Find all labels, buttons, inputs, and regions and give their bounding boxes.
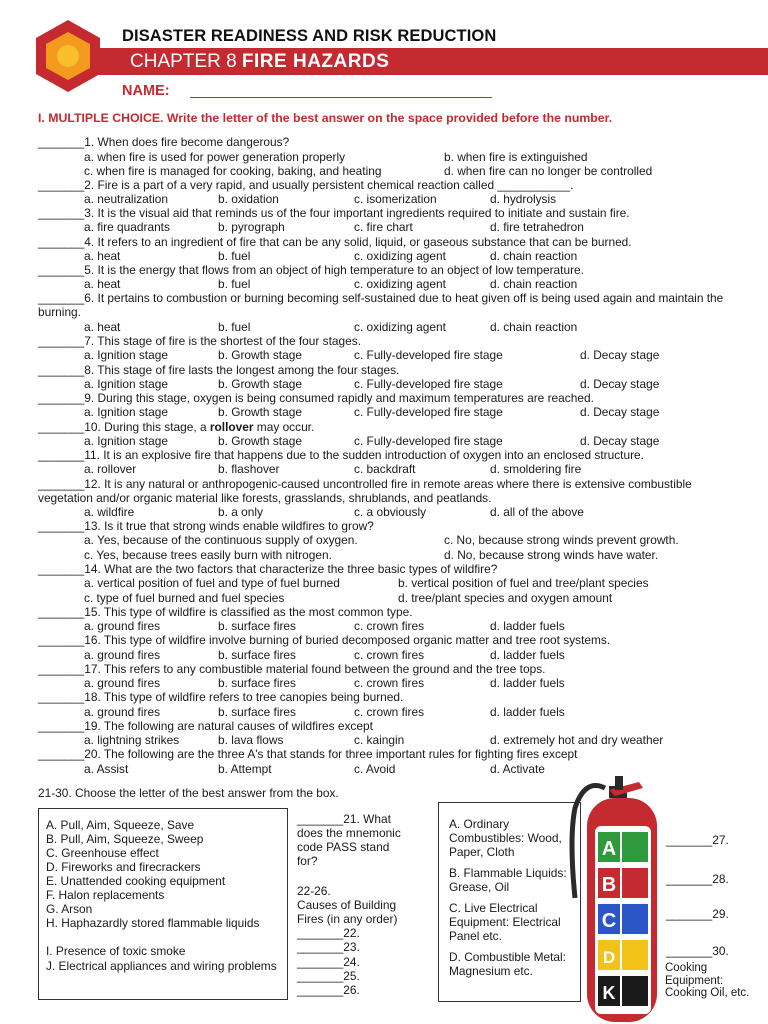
blank-29[interactable]: _______29. [666,907,729,921]
q3-choice-c: c. fire chart [354,220,413,234]
q8-choice-b: b. Growth stage [218,377,302,391]
q13-choice-c: c. No, because strong winds prevent growth. [444,533,679,547]
q3-choice-b: b. pyrograph [218,220,285,234]
section2-instructions: 21-30. Choose the letter of the best answer from the box. [38,786,339,800]
q22-header-line-3: Fires (in any order) [297,912,398,926]
q2-choice-c: c. isomerization [354,192,437,206]
class-k-letter: K [602,983,616,1003]
q10-stem-pre: _______10. During this stage, a [38,420,210,434]
class-A: A. Ordinary Combustibles: Wood, Paper, Cloth [449,817,562,859]
q12-choice-b: b. a only [218,505,263,519]
q1-choice-c: c. when fire is managed for cooking, baking, and heating [84,164,382,178]
q7-choice-b: b. Growth stage [218,348,302,362]
q6-choice-a: a. heat [84,320,121,334]
chapter-logo [34,18,102,94]
q1-choice-b: b. when fire is extinguished [444,150,588,164]
name-label: NAME: [122,83,170,99]
q10-stem-post: may occur. [253,420,315,434]
q20-choice-b: b. Attempt [218,762,272,776]
q13-choice-d: d. No, because strong winds have water. [444,548,659,562]
q15-choice-a: a. ground fires [84,619,161,633]
q12-choice-a: a. wildfire [84,505,135,519]
q16-choice-d: d. ladder fuels [490,648,565,662]
question-8: _______8. This stage of fire lasts the longest among the four stages. [38,363,400,377]
choice-C: C. Greenhouse effect [46,846,159,860]
q20-choice-d: d. Activate [490,762,545,776]
blank-28[interactable]: _______28. [666,872,729,886]
q4-choice-c: c. oxidizing agent [354,249,446,263]
q8-choice-a: a. Ignition stage [84,377,168,391]
q5-choice-a: a. heat [84,277,121,291]
q11-choice-a: a. rollover [84,462,137,476]
fire-class-box [438,802,581,1002]
fire-extinguisher-icon [565,768,670,1024]
q11-choice-c: c. backdraft [354,462,416,476]
question-20: _______20. The following are the three A's that stands for three important rules for fighting fires except [38,747,578,761]
blank-26[interactable]: _______26. [297,983,360,997]
q11-choice-b: b. flashover [218,462,280,476]
q11-choice-d: d. smoldering fire [490,462,582,476]
q2-choice-b: b. oxidation [218,192,279,206]
q1-choice-a: a. when fire is used for power generation properly [84,150,346,164]
q19-choice-a: a. lightning strikes [84,733,180,747]
q4-choice-b: b. fuel [218,249,251,263]
q15-choice-c: c. crown fires [354,619,425,633]
q6-choice-c: c. oxidizing agent [354,320,446,334]
q21-line-3: code PASS stand [297,840,390,854]
q2-choice-d: d. hydrolysis [490,192,557,206]
answer-choices-box [38,808,288,1000]
q5-choice-b: b. fuel [218,277,251,291]
q4-choice-d: d. chain reaction [490,249,578,263]
choice-E: E. Unattended cooking equipment [46,874,226,888]
q9-choice-d: d. Decay stage [580,405,660,419]
chapter-heading [130,51,389,73]
q7-choice-d: d. Decay stage [580,348,660,362]
q15-choice-d: d. ladder fuels [490,619,565,633]
question-2: _______2. Fire is a part of a very rapid, and usually persistent chemical reaction called ___________. [38,178,574,192]
chapter-number: CHAPTER 8 [130,51,237,72]
multiple-choice-instructions: I. MULTIPLE CHOICE. Write the letter of the best answer on the space provided before the number. [38,111,613,125]
question-17: _______17. This refers to any combustible material found between the ground and the tree tops. [38,662,546,676]
class-d-letter: D [602,948,616,967]
q10-choice-a: a. Ignition stage [84,434,168,448]
q18-choice-b: b. surface fires [218,705,296,719]
q21-line-2: does the mnemonic [297,826,401,840]
q10-choice-d: d. Decay stage [580,434,660,448]
name-field-line[interactable] [190,97,492,98]
question-11: _______11. It is an explosive fire that happens due to the sudden introduction of oxygen into an enclosed structure. [38,448,644,462]
question-3: _______3. It is the visual aid that reminds us of the four important ingredients required to initiate and sustain fire. [38,206,630,220]
choice-D: D. Fireworks and firecrackers [46,860,201,874]
choice-G: G. Arson [46,902,93,916]
q17-choice-c: c. crown fires [354,676,425,690]
class-b-letter: B [601,874,617,896]
q9-choice-c: c. Fully-developed fire stage [354,405,503,419]
question-16: _______16. This type of wildfire involve burning of buried decomposed organic matter and tree root systems. [38,633,611,647]
q2-choice-a: a. neutralization [84,192,168,206]
question-12: _______12. It is any natural or anthropogenic-caused uncontrolled fire in remote areas where there is extensive combustible vegetation and/or organic material like forests, grasslands, shrublands, and peatlands. [38,477,692,506]
question-19: _______19. The following are natural causes of wildfires except [38,719,373,733]
q5-choice-c: c. oxidizing agent [354,277,446,291]
q14-choice-b: b. vertical position of fuel and tree/plant species [398,576,649,590]
choice-I: I. Presence of toxic smoke [46,944,186,958]
q19-choice-b: b. lava flows [218,733,284,747]
question-9: _______9. During this stage, oxygen is being consumed rapidly and maximum temperatures are reached. [38,391,594,405]
blank-22[interactable]: _______22. [297,926,360,940]
choice-H: H. Haphazardly stored flammable liquids [46,916,260,930]
q1-choice-d: d. when fire can no longer be controlled [444,164,653,178]
q10-choice-b: b. Growth stage [218,434,302,448]
q5-choice-d: d. chain reaction [490,277,578,291]
class-a-letter: A [601,838,617,860]
q14-choice-c: c. type of fuel burned and fuel species [84,591,285,605]
question-4: _______4. It refers to an ingredient of fire that can be any solid, liquid, or gaseous substance that can be burned. [38,235,632,249]
q6-choice-b: b. fuel [218,320,251,334]
q3-choice-d: d. fire tetrahedron [490,220,584,234]
q3-choice-a: a. fire quadrants [84,220,170,234]
class-D: D. Combustible Metal: Magnesium etc. [449,950,566,978]
choice-A: A. Pull, Aim, Squeeze, Save [46,818,195,832]
question-18: _______18. This type of wildfire refers to tree canopies being burned. [38,690,404,704]
q9-choice-a: a. Ignition stage [84,405,168,419]
question-13: _______13. Is it true that strong winds enable wildfires to grow? [38,519,374,533]
q10-stem-keyword: rollover [209,420,254,434]
class-k-description: Cooking Equipment: Cooking Oil, etc. [665,962,750,999]
chapter-title: FIRE HAZARDS [241,51,390,72]
class-B: B. Flammable Liquids: Grease, Oil [449,866,567,894]
question-5: _______5. It is the energy that flows from an object of high temperature to an object of low temperature. [38,263,584,277]
q16-choice-c: c. crown fires [354,648,425,662]
document-title: DISASTER READINESS AND RISK REDUCTION [122,27,497,45]
q16-choice-a: a. ground fires [84,648,161,662]
class-C: C. Live Electrical Equipment: Electrical Panel etc. [449,901,561,943]
q8-choice-d: d. Decay stage [580,377,660,391]
q19-choice-c: c. kaingin [354,733,405,747]
q9-choice-b: b. Growth stage [218,405,302,419]
q20-choice-c: c. Avoid [354,762,396,776]
q10-choice-c: c. Fully-developed fire stage [354,434,503,448]
q4-choice-a: a. heat [84,249,121,263]
q18-choice-c: c. crown fires [354,705,425,719]
q18-choice-d: d. ladder fuels [490,705,565,719]
q6-choice-d: d. chain reaction [490,320,578,334]
q20-choice-a: a. Assist [84,762,129,776]
q21-line-1: _______21. What [297,812,391,826]
q16-choice-b: b. surface fires [218,648,296,662]
q12-choice-d: d. all of the above [490,505,584,519]
blank-30[interactable]: _______30. [666,944,729,958]
choice-F: F. Halon replacements [46,888,165,902]
class-c-letter: C [601,910,617,932]
q15-choice-b: b. surface fires [218,619,296,633]
q17-choice-d: d. ladder fuels [490,676,565,690]
q7-choice-c: c. Fully-developed fire stage [354,348,503,362]
q14-choice-a: a. vertical position of fuel and type of fuel burned [84,576,340,590]
q17-choice-b: b. surface fires [218,676,296,690]
q14-choice-d: d. tree/plant species and oxygen amount [398,591,613,605]
choice-J: J. Electrical appliances and wiring problems [46,959,277,973]
question-6: _______6. It pertains to combustion or burning becoming self-sustained due to heat given off is being used again and maintain the burning. [38,291,724,320]
blank-24[interactable]: _______24. [297,955,360,969]
blank-25[interactable]: _______25. [297,969,360,983]
q13-choice-b: c. Yes, because trees easily burn with nitrogen. [84,548,332,562]
q22-header-line-1: 22-26. [297,884,331,898]
q17-choice-a: a. ground fires [84,676,161,690]
q19-choice-d: d. extremely hot and dry weather [490,733,664,747]
blank-27[interactable]: _______27. [666,833,729,847]
question-1: _______1. When does fire become dangerous? [38,135,290,149]
q13-choice-a: a. Yes, because of the continuous supply of oxygen. [84,533,358,547]
q18-choice-a: a. ground fires [84,705,161,719]
q8-choice-c: c. Fully-developed fire stage [354,377,503,391]
question-10 [38,420,314,434]
q22-header-line-2: Causes of Building [297,898,397,912]
question-7: _______7. This stage of fire is the shortest of the four stages. [38,334,362,348]
question-14: _______14. What are the two factors that characterize the three basic types of wildfire? [38,562,498,576]
q12-choice-c: c. a obviously [354,505,427,519]
blank-23[interactable]: _______23. [297,940,360,954]
q7-choice-a: a. Ignition stage [84,348,168,362]
question-15: _______15. This type of wildfire is classified as the most common type. [38,605,413,619]
choice-B: B. Pull, Aim, Squeeze, Sweep [46,832,204,846]
q21-line-4: for? [297,854,318,868]
